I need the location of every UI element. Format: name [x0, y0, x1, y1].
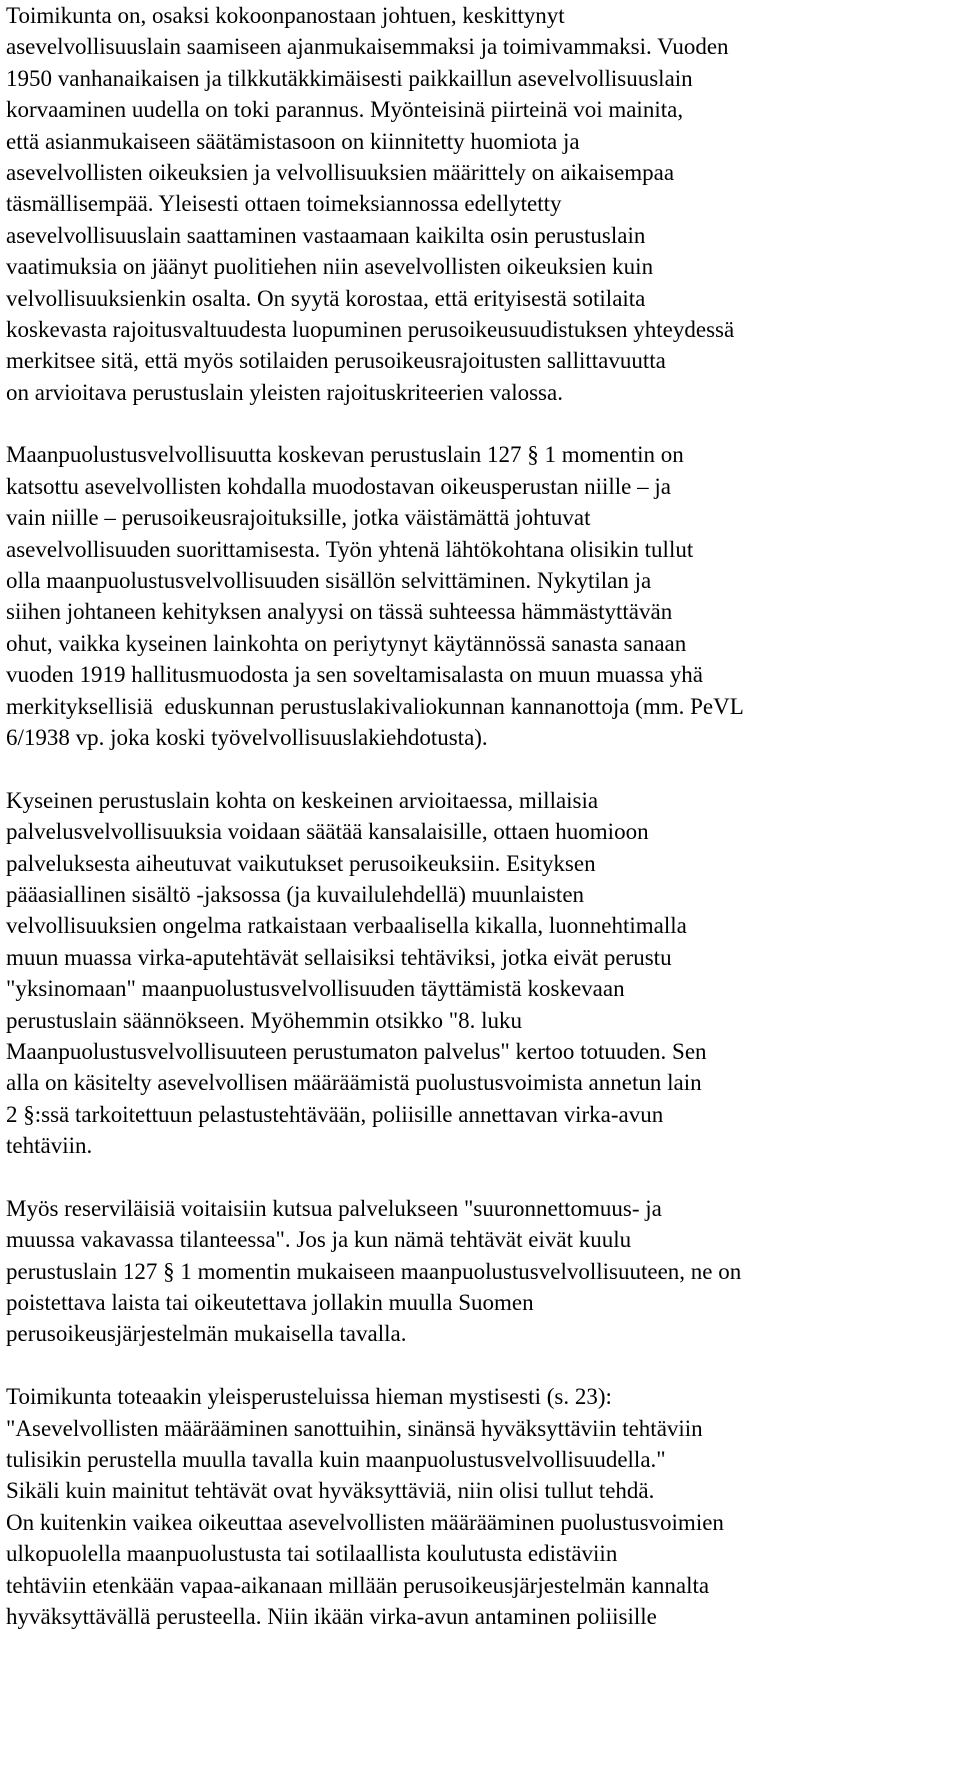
- text-line: Myös reserviläisiä voitaisiin kutsua palvelukseen "suuronnettomuus- ja: [6, 1195, 662, 1221]
- text-line: tehtäviin etenkään vapaa-aikanaan millään perusoikeusjärjestelmän kannalta: [6, 1572, 710, 1598]
- text-line: ulkopuolella maanpuolustusta tai sotilaallista koulutusta edistäviin: [6, 1541, 618, 1567]
- text-line: tulisikin perustella muulla tavalla kuin maanpuolustusvelvollisuudella.": [6, 1446, 666, 1472]
- text-line: Toimikunta toteaakin yleisperusteluissa hieman mystisesti (s. 23):: [6, 1384, 612, 1410]
- text-line: hyväksyttävällä perusteella. Niin ikään virka-avun antaminen poliisille: [6, 1603, 657, 1629]
- text-line: "yksinomaan" maanpuolustusvelvollisuuden täyttämistä koskevaan: [6, 976, 625, 1002]
- paragraph-1: [6, 0, 946, 408]
- paragraph-3: [6, 785, 946, 1162]
- text-line: on arvioitava perustuslain yleisten rajoituskriteerien valossa.: [6, 379, 563, 405]
- text-line: vain niille – perusoikeusrajoituksille, jotka väistämättä johtuvat: [6, 505, 591, 531]
- text-line: asevelvollisten oikeuksien ja velvollisuuksien määrittely on aikaisempaa: [6, 159, 675, 185]
- document-page: [6, 0, 946, 1664]
- text-line: merkityksellisiä eduskunnan perustuslakivaliokunnan kannanottoja (mm. PeVL: [6, 693, 744, 719]
- text-line: pääasiallinen sisältö -jaksossa (ja kuvailulehdellä) muunlaisten: [6, 881, 585, 907]
- text-line: vuoden 1919 hallitusmuodosta ja sen soveltamisalasta on muun muassa yhä: [6, 662, 703, 688]
- paragraph-4: [6, 1193, 946, 1350]
- text-line: Kyseinen perustuslain kohta on keskeinen arvioitaessa, millaisia: [6, 787, 599, 813]
- text-line: korvaaminen uudella on toki parannus. Myönteisinä piirteinä voi mainita,: [6, 97, 684, 123]
- text-line: 6/1938 vp. joka koski työvelvollisuuslakiehdotusta).: [6, 724, 488, 750]
- text-line: perustuslain säännökseen. Myöhemmin otsikko "8. luku: [6, 1007, 522, 1033]
- text-line: vaatimuksia on jäänyt puolitiehen niin asevelvollisten oikeuksien kuin: [6, 254, 654, 280]
- text-line: "Asevelvollisten määrääminen sanottuihin, sinänsä hyväksyttäviin tehtäviin: [6, 1415, 703, 1441]
- text-line: että asianmukaiseen säätämistasoon on kiinnitetty huomiota ja: [6, 128, 580, 154]
- text-line: velvollisuuksienkin osalta. On syytä korostaa, että erityisestä sotilaita: [6, 285, 646, 311]
- text-line: asevelvollisuuden suorittamisesta. Työn yhtenä lähtökohtana olisikin tullut: [6, 536, 694, 562]
- text-line: muussa vakavassa tilanteessa". Jos ja kun nämä tehtävät eivät kuulu: [6, 1227, 632, 1253]
- text-line: Sikäli kuin mainitut tehtävät ovat hyväksyttäviä, niin olisi tullut tehdä.: [6, 1478, 655, 1504]
- paragraph-2: [6, 439, 946, 753]
- text-line: olla maanpuolustusvelvollisuuden sisällön selvittäminen. Nykytilan ja: [6, 568, 652, 594]
- text-line: koskevasta rajoitusvaltuudesta luopuminen perusoikeusuudistuksen yhteydessä: [6, 316, 735, 342]
- text-line: siihen johtaneen kehityksen analyysi on tässä suhteessa hämmästyttävän: [6, 599, 673, 625]
- text-line: muun muassa virka-aputehtävät sellaisiksi tehtäviksi, jotka eivät perustu: [6, 944, 672, 970]
- text-line: perustuslain 127 § 1 momentin mukaiseen maanpuolustusvelvollisuuteen, ne on: [6, 1258, 742, 1284]
- text-line: poistettava laista tai oikeutettava jollakin muulla Suomen: [6, 1290, 534, 1316]
- text-line: 1950 vanhanaikaisen ja tilkkutäkkimäisesti paikkaillun asevelvollisuuslain: [6, 65, 693, 91]
- text-line: palveluksesta aiheutuvat vaikutukset perusoikeuksiin. Esityksen: [6, 850, 596, 876]
- text-line: Maanpuolustusvelvollisuutta koskevan perustuslain 127 § 1 momentin on: [6, 442, 684, 468]
- text-line: ohut, vaikka kyseinen lainkohta on periytynyt käytännössä sanasta sanaan: [6, 630, 687, 656]
- text-line: tehtäviin.: [6, 1133, 93, 1159]
- text-line: alla on käsitelty asevelvollisen määräämistä puolustusvoimista annetun lain: [6, 1070, 702, 1096]
- text-line: 2 §:ssä tarkoitettuun pelastustehtävään, poliisille annettavan virka-avun: [6, 1101, 664, 1127]
- text-line: velvollisuuksien ongelma ratkaistaan verbaalisella kikalla, luonnehtimalla: [6, 913, 687, 939]
- text-line: asevelvollisuuslain saattaminen vastaamaan kaikilta osin perustuslain: [6, 222, 646, 248]
- text-line: asevelvollisuuslain saamiseen ajanmukaisemmaksi ja toimivammaksi. Vuoden: [6, 34, 729, 60]
- text-line: perusoikeusjärjestelmän mukaisella tavalla.: [6, 1321, 407, 1347]
- text-line: Maanpuolustusvelvollisuuteen perustumaton palvelus" kertoo totuuden. Sen: [6, 1038, 707, 1064]
- text-line: katsottu asevelvollisten kohdalla muodostavan oikeusperustan niille – ja: [6, 473, 671, 499]
- paragraph-5: [6, 1381, 946, 1632]
- text-line: Toimikunta on, osaksi kokoonpanostaan johtuen, keskittynyt: [6, 3, 565, 28]
- text-line: palvelusvelvollisuuksia voidaan säätää kansalaisille, ottaen huomioon: [6, 819, 649, 845]
- text-line: täsmällisempää. Yleisesti ottaen toimeksiannossa edellytetty: [6, 191, 562, 217]
- text-line: On kuitenkin vaikea oikeuttaa asevelvollisten määrääminen puolustusvoimien: [6, 1509, 724, 1535]
- text-line: merkitsee sitä, että myös sotilaiden perusoikeusrajoitusten sallittavuutta: [6, 348, 666, 374]
